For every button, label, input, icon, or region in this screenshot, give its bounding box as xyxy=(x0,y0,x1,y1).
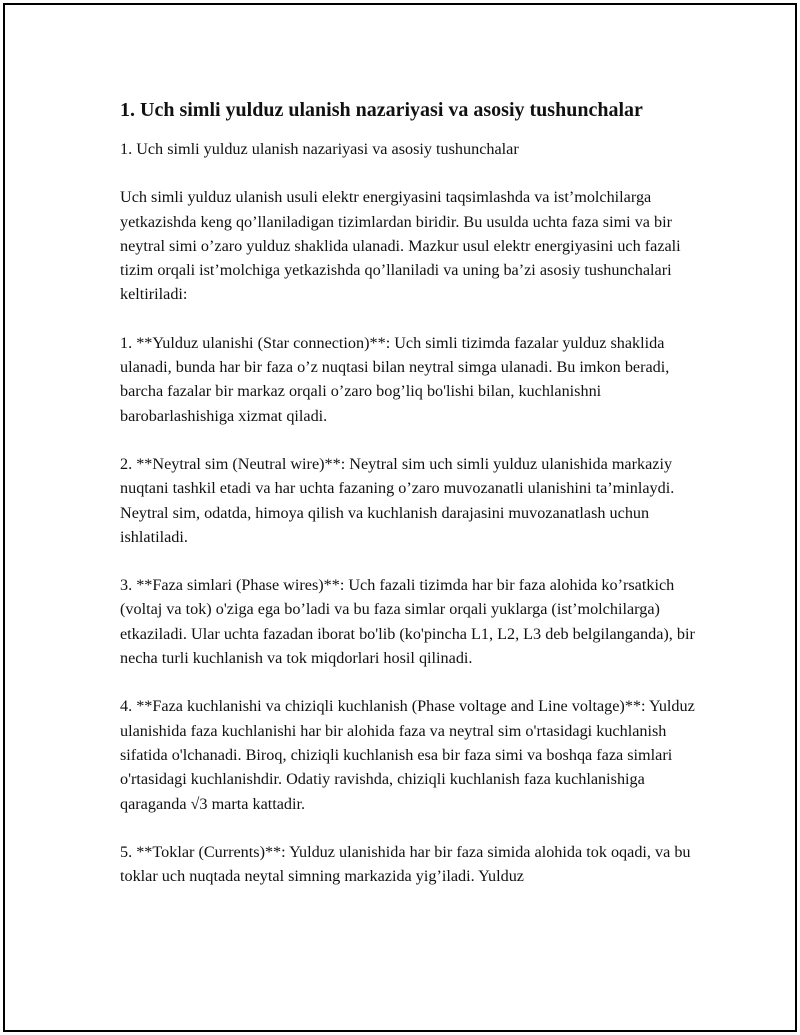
paragraph-star-connection: 1. **Yulduz ulanishi (Star connection)**: Uch simli tizimda fazalar yulduz shaklida ulanadi, bunda har bir faza o’z nuqtasi bilan neytral simga ulanadi. Bu imkon beradi, barcha fazalar bir markaz orqali o’zaro bog’liq bo'lishi bilan, kuchlanishni barobarlashishiga xizmat qiladi. xyxy=(120,333,670,425)
intro-paragraph: Uch simli yulduz ulanish usuli elektr energiyasini taqsimlashda va ist’molchilarga yetkazishda keng qo’llaniladigan tizimlardan biridir. Bu usulda uchta faza simi va bir neytral simi o’zaro yulduz shaklida ulanadi. Mazkur usul elektr energiyasini uch fazali tizim orqali ist’molchiga yetkazishda qo’llaniladi va uning ba’zi asosiy tushunchalari keltiriladi: xyxy=(120,188,681,304)
paragraph-neutral-wire: 2. **Neytral sim (Neutral wire)**: Neytral sim uch simli yulduz ulanishida markaziy nuqtani tashkil etadi va har uchta fazaning o’zaro muvozanatli ulanishini ta’minlaydi. Neytral sim, odatda, himoya qilish va kuchlanish darajasini muvozanatlash uchun ishlatiladi. xyxy=(120,454,675,546)
paragraph-phase-line-voltage: 4. **Faza kuchlanishi va chiziqli kuchlanish (Phase voltage and Line voltage)**: Yulduz ulanishida faza kuchlanishi har bir alohida faza va neytral sim o'rtasidagi kuchlanish sifatida o'lchanadi. Biroq, chiziqli kuchlanish esa bir faza simi va boshqa faza simlari o'rtasidagi kuchlanishdir. Odatiy ravishda, chiziqli kuchlanish faza kuchlanishiga qaraganda √3 marta kattadir. xyxy=(120,697,695,813)
paragraph-phase-wires: 3. **Faza simlari (Phase wires)**: Uch fazali tizimda har bir faza alohida ko’rsatkich (voltaj va tok) o'ziga ega bo’ladi va bu faza simlar orqali yuklarga (ist’molchilarga) etkaziladi. Ular uchta fazadan iborat bo'lib (ko'pincha L1, L2, L3 deb belgilanganda), bir necha turli kuchlanish va tok miqdorlari hosil qilinadi. xyxy=(120,576,695,668)
document-page xyxy=(3,3,797,1032)
subtitle-paragraph: 1. Uch simli yulduz ulanish nazariyasi va asosiy tushunchalar xyxy=(120,140,519,158)
paragraph-currents: 5. **Toklar (Currents)**: Yulduz ulanishida har bir faza simida alohida tok oqadi, va bu toklar uch nuqtada neytal simning markazida yig’iladi. Yulduz xyxy=(120,842,691,886)
page-title: 1. Uch simli yulduz ulanish nazariyasi va asosiy tushunchalar xyxy=(120,99,643,121)
document-body xyxy=(120,95,695,912)
